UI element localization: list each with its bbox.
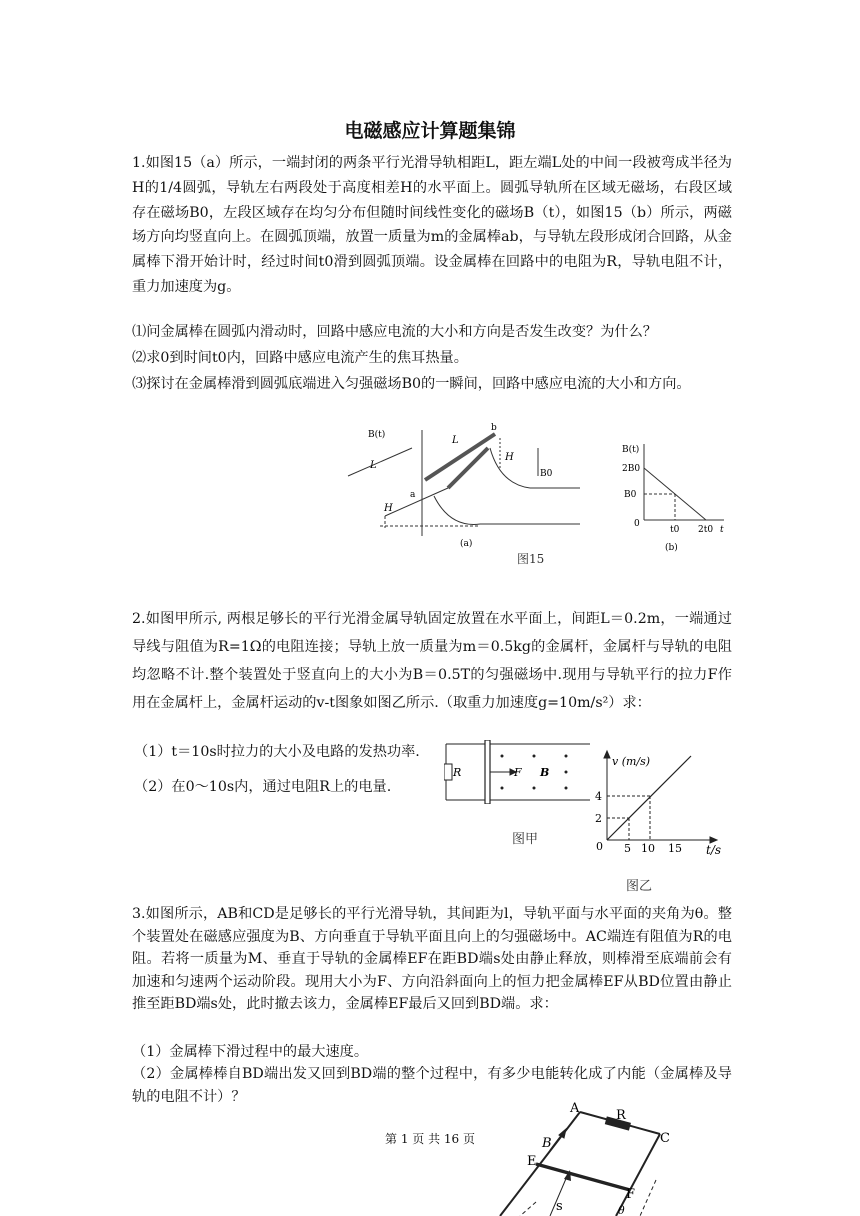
q1-sub1: ⑴问金属棒在圆弧内滑动时，回路中感应电流的大小和方向是否发生改变？为什么？: [132, 324, 657, 340]
fig15a-label-H2: H: [384, 503, 393, 514]
fig15a-label-L1: L: [452, 435, 459, 446]
fig15b-label-b0: B0: [624, 490, 637, 500]
fig15a-label-H1: H: [505, 452, 514, 463]
fig15b-caption: (b): [665, 543, 678, 553]
fig-yi-xtick-10: 10: [641, 842, 655, 855]
fig-yi-ytick-4: 4: [595, 790, 602, 803]
q1-text: 1.如图15（a）所示，一端封闭的两条平行光滑导轨相距L，距左端L处的中间一段被弯成半径为H的1/4圆弧，导轨左右两段处于高度相差H的水平面上。圆弧导轨所在区域无磁场，右段区域存在磁场B0，左段区域存在均匀分布但随时间线性变化的磁场B（t），如图15（b）所示，两磁场方向均竖直向上。在圆弧顶端，放置一质量为m的金属棒ab，与导轨左段形成闭合回路，从金属棒下滑开始计时，经过时间t0滑到圆弧顶端。设金属棒在回路中的电阻为R，导轨电阻不计，重力加速度为g。: [132, 155, 732, 295]
fig-yi-xtick-5: 5: [624, 842, 631, 855]
fig-q3-label-B: B: [542, 1136, 552, 1151]
fig-yi-origin: 0: [596, 840, 603, 853]
fig15a-label-a: a: [410, 490, 416, 500]
q1-sub2: ⑵求0到时间t0内，回路中感应电流产生的焦耳热量。: [132, 350, 468, 366]
fig-q3-label-E: E: [527, 1154, 537, 1169]
figure-jia: [444, 740, 592, 804]
fig15b-label-origin: 0: [634, 519, 640, 529]
fig15b-label-2t0: 2t0: [698, 525, 714, 535]
fig-jia-label-R: R: [453, 766, 462, 779]
fig15b-label-y: B(t): [622, 445, 640, 455]
fig-jia-label-B: B: [540, 766, 550, 779]
figure-q3: [490, 1098, 710, 1216]
q3-sub1: （1）金属棒下滑过程中的最大速度。: [132, 1044, 369, 1060]
fig15b-label-2b0: 2B0: [622, 464, 641, 474]
fig-yi-ytick-2: 2: [595, 812, 602, 825]
fig-q3-label-s: s: [556, 1199, 563, 1214]
fig-jia-label-F: F: [514, 766, 522, 779]
fig-q3-label-R: R: [616, 1108, 626, 1123]
page-footer: 第 1 页 共 16 页: [385, 1132, 475, 1146]
figure-jia-caption: 图甲: [512, 832, 539, 847]
q2-sub1: （1）t＝10s时拉力的大小及电路的发热功率.: [134, 744, 420, 760]
q2-sub2: （2）在0～10s内，通过电阻R上的电量.: [134, 779, 392, 795]
q3-text: 3.如图所示，AB和CD是足够长的平行光滑导轨，其间距为l，导轨平面与水平面的夹角为θ。整个装置处在磁感应强度为B、方向垂直于导轨平面且向上的匀强磁场中。AC端连有阻值为R的电阻。若将一质量为M、垂直于导轨的金属棒EF在距BD端s处由静止释放，则棒滑至底端前会有加速和匀速两个运动阶段。现用大小为F、方向沿斜面向上的恒力把金属棒EF从BD位置由静止推至距BD端s处，此时撤去该力，金属棒EF最后又回到BD端。求：: [132, 906, 732, 1013]
fig15a-caption: (a): [460, 539, 473, 549]
figure-15a: [340, 418, 580, 558]
page-title: 电磁感应计算题集锦: [344, 120, 516, 142]
fig-q3-label-A: A: [570, 1101, 580, 1116]
figure-15b: [620, 440, 730, 560]
q3-sub2: （2）金属棒棒自BD端出发又回到BD端的整个过程中，有多少电能转化成了内能（金属棒及导轨的电阻不计）？: [132, 1066, 732, 1105]
fig15a-label-bt: B(t): [368, 430, 386, 440]
figure-yi-caption: 图乙: [626, 879, 653, 894]
fig-q3-label-C: C: [660, 1131, 670, 1146]
fig-yi-y-label: v (m/s): [612, 755, 651, 768]
fig15a-label-B0: B0: [540, 469, 553, 479]
fig15a-label-b: b: [491, 423, 497, 433]
figure-yi: [590, 748, 730, 856]
fig-yi-x-label: t/s: [706, 843, 722, 856]
fig15a-label-L2: L: [370, 460, 377, 471]
figure-15-caption: 图15: [517, 552, 545, 566]
q2-text: 2.如图甲所示, 两根足够长的平行光滑金属导轨固定放置在水平面上，间距L＝0.2m，一端通过导线与阻值为R=1Ω的电阻连接；导轨上放一质量为m＝0.5kg的金属杆，金属杆与导轨的电阻均忽略不计.整个装置处于竖直向上的大小为B＝0.5T的匀强磁场中.现用与导轨平行的拉力F作用在金属杆上，金属杆运动的v-t图象如图乙所示.（取重力加速度g=10m/s²）求：: [132, 611, 732, 711]
fig15b-label-t0: t0: [670, 525, 680, 535]
fig-q3-label-F: F: [626, 1187, 636, 1202]
fig-q3-label-theta: θ: [618, 1204, 625, 1216]
q1-sub3: ⑶探讨在金属棒滑到圆弧底端进入匀强磁场B0的一瞬间，回路中感应电流的大小和方向。: [132, 376, 691, 392]
fig15b-label-t: t: [720, 525, 724, 535]
fig-yi-xtick-15: 15: [668, 842, 682, 855]
